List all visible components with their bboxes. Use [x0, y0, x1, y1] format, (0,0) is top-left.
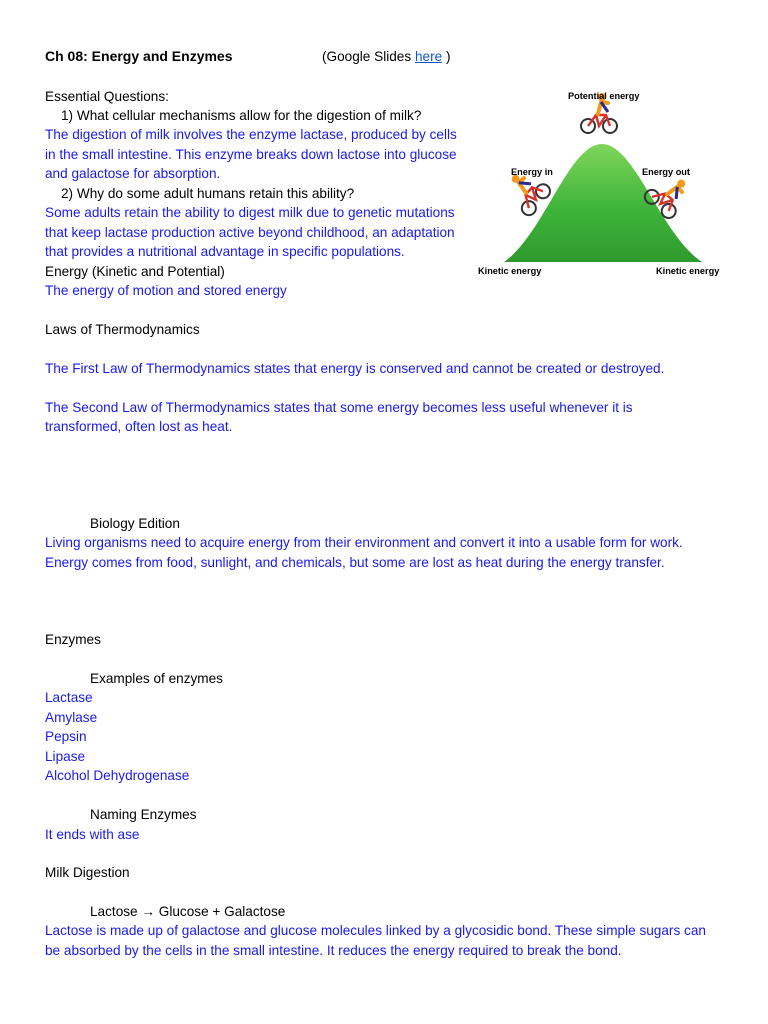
label-kinetic-energy-left: Kinetic energy: [478, 266, 542, 276]
label-energy-in: Energy in: [511, 167, 553, 177]
answer-2-line-1: Some adults retain the ability to digest milk due to genetic mutations: [45, 205, 455, 220]
slides-prefix: (Google Slides: [322, 49, 415, 64]
enzyme-example: Pepsin: [45, 729, 87, 744]
question-1: 1) What cellular mechanisms allow for the digestion of milk?: [61, 108, 422, 123]
enzyme-example: Amylase: [45, 710, 98, 725]
examples-heading: Examples of enzymes: [90, 671, 223, 686]
milk-explanation-line-1: Lactose is made up of galactose and glucose molecules linked by a glycosidic bond. These simple sugars can: [45, 923, 706, 938]
question-2: 2) Why do some adult humans retain this ability?: [61, 186, 355, 201]
milk-explanation-line-2: be absorbed by the cells in the small intestine. It reduces the energy required to break the bond.: [45, 943, 622, 958]
biology-line-2: Energy comes from food, sunlight, and chemicals, but some are lost as heat during the energy transfer.: [45, 555, 665, 570]
milk-equation: Lactose → Glucose + Galactose: [90, 904, 286, 919]
naming-heading: Naming Enzymes: [90, 807, 197, 822]
biology-heading: Biology Edition: [90, 516, 180, 531]
energy-hill-figure: [474, 84, 726, 284]
energy-heading: Energy (Kinetic and Potential): [45, 264, 225, 279]
label-potential-energy: Potential energy: [568, 91, 640, 101]
label-energy-out: Energy out: [642, 167, 690, 177]
first-law: The First Law of Thermodynamics states that energy is conserved and cannot be created or destroyed.: [45, 361, 665, 376]
page-title: Ch 08: Energy and Enzymes: [45, 48, 233, 64]
milk-heading: Milk Digestion: [45, 865, 130, 880]
label-kinetic-energy-right: Kinetic energy: [656, 266, 720, 276]
thermo-heading: Laws of Thermodynamics: [45, 322, 200, 337]
enzymes-heading: Enzymes: [45, 632, 101, 647]
answer-1-line-2: in the small intestine. This enzyme breaks down lactose into glucose: [45, 147, 457, 162]
answer-2-line-3: that provides a nutritional advantage in specific populations.: [45, 244, 405, 259]
second-law-line-2: transformed, often lost as heat.: [45, 419, 233, 434]
slides-reference: [322, 47, 450, 67]
answer-2-line-2: that keep lactase production active beyond childhood, an adaptation: [45, 225, 455, 240]
enzyme-example: Alcohol Dehydrogenase: [45, 768, 190, 783]
slides-link[interactable]: here: [414, 49, 443, 64]
answer-1-line-3: and galactose for absorption.: [45, 166, 221, 181]
slides-suffix: ): [442, 49, 451, 64]
second-law-line-1: The Second Law of Thermodynamics states that some energy becomes less useful whenever it is: [45, 400, 633, 415]
answer-1-line-1: The digestion of milk involves the enzyme lactase, produced by cells: [45, 127, 457, 142]
essential-questions-heading: Essential Questions:: [45, 89, 169, 104]
naming-answer: It ends with ase: [45, 827, 140, 842]
enzyme-example: Lipase: [45, 749, 86, 764]
biology-line-1: Living organisms need to acquire energy from their environment and convert it into a usable form for work.: [45, 535, 683, 550]
energy-answer: The energy of motion and stored energy: [45, 283, 287, 298]
enzyme-example: Lactase: [45, 690, 93, 705]
